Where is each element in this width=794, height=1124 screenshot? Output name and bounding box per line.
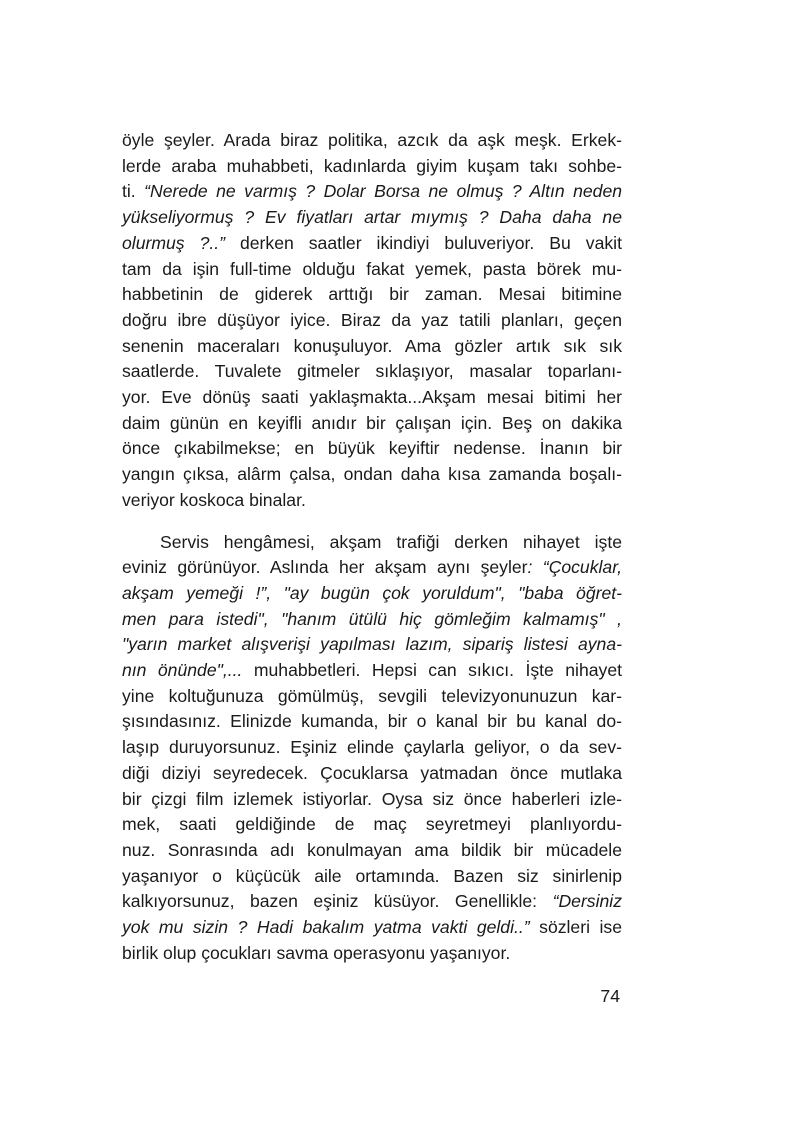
text-line: [122, 812, 622, 838]
text-run: sözleri ise: [529, 917, 622, 938]
text-line: [122, 709, 622, 735]
text-line: [122, 581, 622, 607]
italic-quote: olurmuş ?..”: [122, 232, 225, 253]
text-line: [122, 205, 622, 231]
text-run: yine koltuğunuza gömülmüş, sevgili televizyonunuzun kar-: [122, 685, 622, 706]
text-run: yor. Eve dönüş saati yaklaşmakta...Akşam mesai bitimi her: [122, 387, 622, 408]
text-line: [122, 889, 622, 915]
text-line: [122, 915, 622, 941]
text-run: mek, saati geldiğinde de maç seyretmeyi planlıyordu-: [122, 814, 622, 835]
text-line: [122, 761, 622, 787]
text-line: [122, 128, 622, 154]
text-line: [122, 154, 622, 180]
text-line: [122, 359, 622, 385]
text-line: [122, 632, 622, 658]
text-run: derken saatler ikindiyi buluveriyor. Bu vakit: [224, 232, 622, 253]
text-line: [122, 282, 622, 308]
text-line: [122, 231, 622, 257]
italic-quote: akşam yemeği !”, "ay bugün çok yoruldum", "baba öğret-: [122, 582, 622, 603]
text-line: [122, 257, 622, 283]
text-line: [122, 436, 622, 462]
italic-quote: yok mu sizin ? Hadi bakalım yatma vakti geldi..”: [122, 917, 530, 938]
text-line: [122, 488, 622, 514]
text-run: kalkıyorsunuz, bazen eşiniz küsüyor. Genellikle:: [122, 891, 553, 912]
text-run: diği diziyi seyredecek. Çocuklarsa yatmadan önce mutlaka: [122, 762, 622, 783]
text-run: saatlerde. Tuvalete gitmeler sıklaşıyor, masalar toparlanı-: [122, 361, 622, 382]
paragraph-2: [122, 530, 622, 967]
text-run: önce çıkabilmekse; en büyük keyiftir nedense. İnanın bir: [122, 438, 622, 459]
italic-quote: “Dersiniz: [552, 891, 622, 912]
text-run: habbetinin de giderek arttığı bir zaman. Mesai bitimine: [122, 284, 622, 305]
text-run: daim günün en keyifli anıdır bir çalışan için. Beş on dakika: [122, 412, 622, 433]
text-run: veriyor koskoca binalar.: [122, 489, 306, 510]
text-run: öyle şeyler. Arada biraz politika, azcık da aşk meşk. Erkek-: [122, 130, 622, 150]
text-run: Servis hengâmesi, akşam trafiği derken nihayet işte: [160, 531, 622, 552]
text-run: lerde araba muhabbeti, kadınlarda giyim kuşam takı sohbe-: [122, 155, 622, 176]
text-line: [122, 838, 622, 864]
text-line: [122, 607, 622, 633]
text-line: [122, 530, 622, 556]
text-run: ti.: [122, 181, 145, 202]
text-line: [122, 179, 622, 205]
text-line: [122, 385, 622, 411]
paragraph-1: [122, 128, 622, 514]
text-line: [122, 735, 622, 761]
text-run: nuz. Sonrasında adı konulmayan ama bildik bir mücadele: [122, 839, 622, 860]
text-line: [122, 555, 622, 581]
italic-quote: men para istedi", "hanım ütülü hiç gömleğim kalmamış" ,: [122, 608, 622, 629]
text-line: [122, 334, 622, 360]
text-line: [122, 462, 622, 488]
text-run: şısındasınız. Elinizde kumanda, bir o kanal bir bu kanal do-: [122, 711, 622, 732]
text-run: birlik olup çocukları savma operasyonu yaşanıyor.: [122, 942, 511, 963]
text-line: [122, 684, 622, 710]
text-run: muhabbetleri. Hepsi can sıkıcı. İşte nihayet: [242, 660, 622, 681]
italic-quote: yükseliyormuş ? Ev fiyatları artar mıymış ? Daha daha ne: [122, 207, 622, 228]
text-line: [122, 658, 622, 684]
italic-quote: nın önünde",...: [122, 660, 243, 681]
text-line: [122, 864, 622, 890]
text-line: [122, 787, 622, 813]
text-run: senenin maceraları konuşuluyor. Ama gözler artık sık sık: [122, 335, 622, 356]
text-line: [122, 308, 622, 334]
page-number: 74: [600, 986, 620, 1006]
text-line: [122, 941, 622, 967]
text-run: tam da işin full-time olduğu fakat yemek, pasta börek mu-: [122, 258, 622, 279]
text-run: bir çizgi film izlemek istiyorlar. Oysa siz önce haberleri izle-: [122, 788, 622, 809]
text-run: yaşanıyor o küçücük aile ortamında. Bazen siz sinirlenip: [122, 865, 622, 886]
italic-quote: “Nerede ne varmış ? Dolar Borsa ne olmuş ? Altın neden: [144, 181, 623, 202]
book-page: [122, 128, 622, 967]
italic-quote: : “Çocuklar,: [527, 557, 622, 578]
italic-quote: "yarın market alışverişi yapılması lazım, sipariş listesi ayna-: [122, 634, 622, 655]
text-run: yangın çıksa, alârm çalsa, ondan daha kısa zamanda boşalı-: [122, 464, 622, 485]
text-run: laşıp duruyorsunuz. Eşiniz elinde çaylarla geliyor, o da sev-: [122, 737, 622, 758]
text-run: doğru ibre düşüyor iyice. Biraz da yaz tatili planları, geçen: [122, 309, 622, 330]
text-run: eviniz görünüyor. Aslında her akşam aynı şeyler: [122, 557, 528, 578]
text-line: [122, 411, 622, 437]
